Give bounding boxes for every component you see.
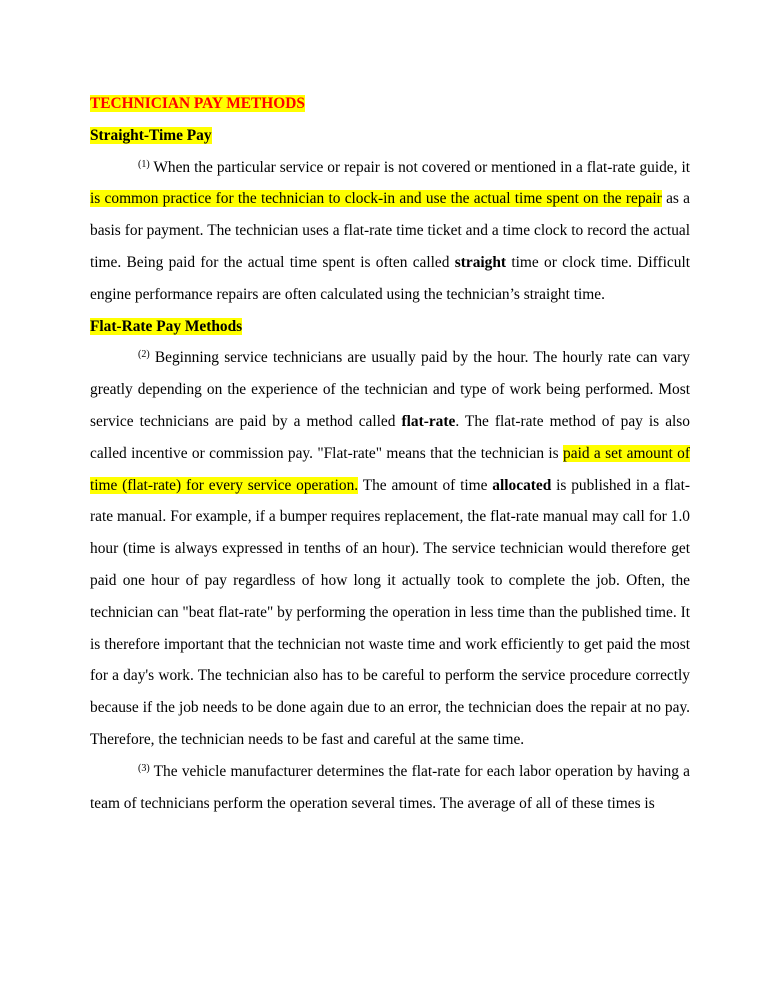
paragraph-text: is published in a flat-rate manual. For example, if a bumper requires replacement, the flat-rate manual may call for 1.0 hour (time is always expressed in tenths of an hour). The service technician would therefore get paid one hour of pay regardless of how long it actually took to complete the job. Often, the technician can "beat flat-rate" by performing the operation in less time than the published time. It is therefore important that the technician not waste time and work efficiently to get paid the most for a day's work. The technician also has to be careful to perform the service procedure correctly because if the job needs to be done again due to an error, the technician does the repair at no pay. Therefore, the technician needs to be fast and careful at the same time. xyxy=(90,476,691,748)
section-heading-text: Straight-Time Pay xyxy=(90,126,212,144)
paragraph-text: . The flat-rate method of pay is also called incentive or commission pay. "Flat-rate" means that the technician is xyxy=(90,412,690,462)
document-title-text: TECHNICIAN PAY METHODS xyxy=(90,95,305,112)
paragraph-text: The amount of time xyxy=(358,476,493,494)
section-heading-flat-rate xyxy=(90,311,690,343)
paragraph-number: (3) xyxy=(138,762,150,774)
highlighted-text: is common practice for the technician to clock-in and use the actual time spent on the repair xyxy=(90,190,662,208)
paragraph-1 xyxy=(90,152,690,311)
paragraph-text: as a basis for payment. The technician uses a flat-rate time ticket and a time clock to record the actual time. Being paid for the actual time spent is often called xyxy=(90,190,690,271)
document-body xyxy=(90,88,690,819)
section-heading-straight-time xyxy=(90,120,690,152)
paragraph-text: time or clock time. Difficult engine performance repairs are often calculated using the technician’s straight time. xyxy=(90,253,690,303)
bold-term: allocated xyxy=(492,476,552,494)
paragraph-2 xyxy=(90,342,690,755)
paragraph-text: The vehicle manufacturer determines the flat-rate for each labor operation by having a team of technicians perform the operation several times. The average of all of these times is xyxy=(90,762,690,812)
paragraph-3 xyxy=(90,756,690,820)
section-heading-text: Flat-Rate Pay Methods xyxy=(90,317,243,335)
paragraph-number: (2) xyxy=(138,349,150,361)
paragraph-text: When the particular service or repair is not covered or mentioned in a flat-rate guide, it xyxy=(153,158,690,176)
paragraph-number: (1) xyxy=(138,158,150,170)
document-title xyxy=(90,88,690,120)
paragraph-text: Beginning service technicians are usually paid by the hour. The hourly rate can vary greatly depending on the experience of the technician and type of work being performed. Most service technicians are paid by a method called xyxy=(90,349,690,430)
bold-term: straight xyxy=(454,253,507,271)
highlighted-text: paid a set amount of time (flat-rate) for every service operation. xyxy=(90,444,690,494)
bold-term: flat-rate xyxy=(401,412,456,430)
